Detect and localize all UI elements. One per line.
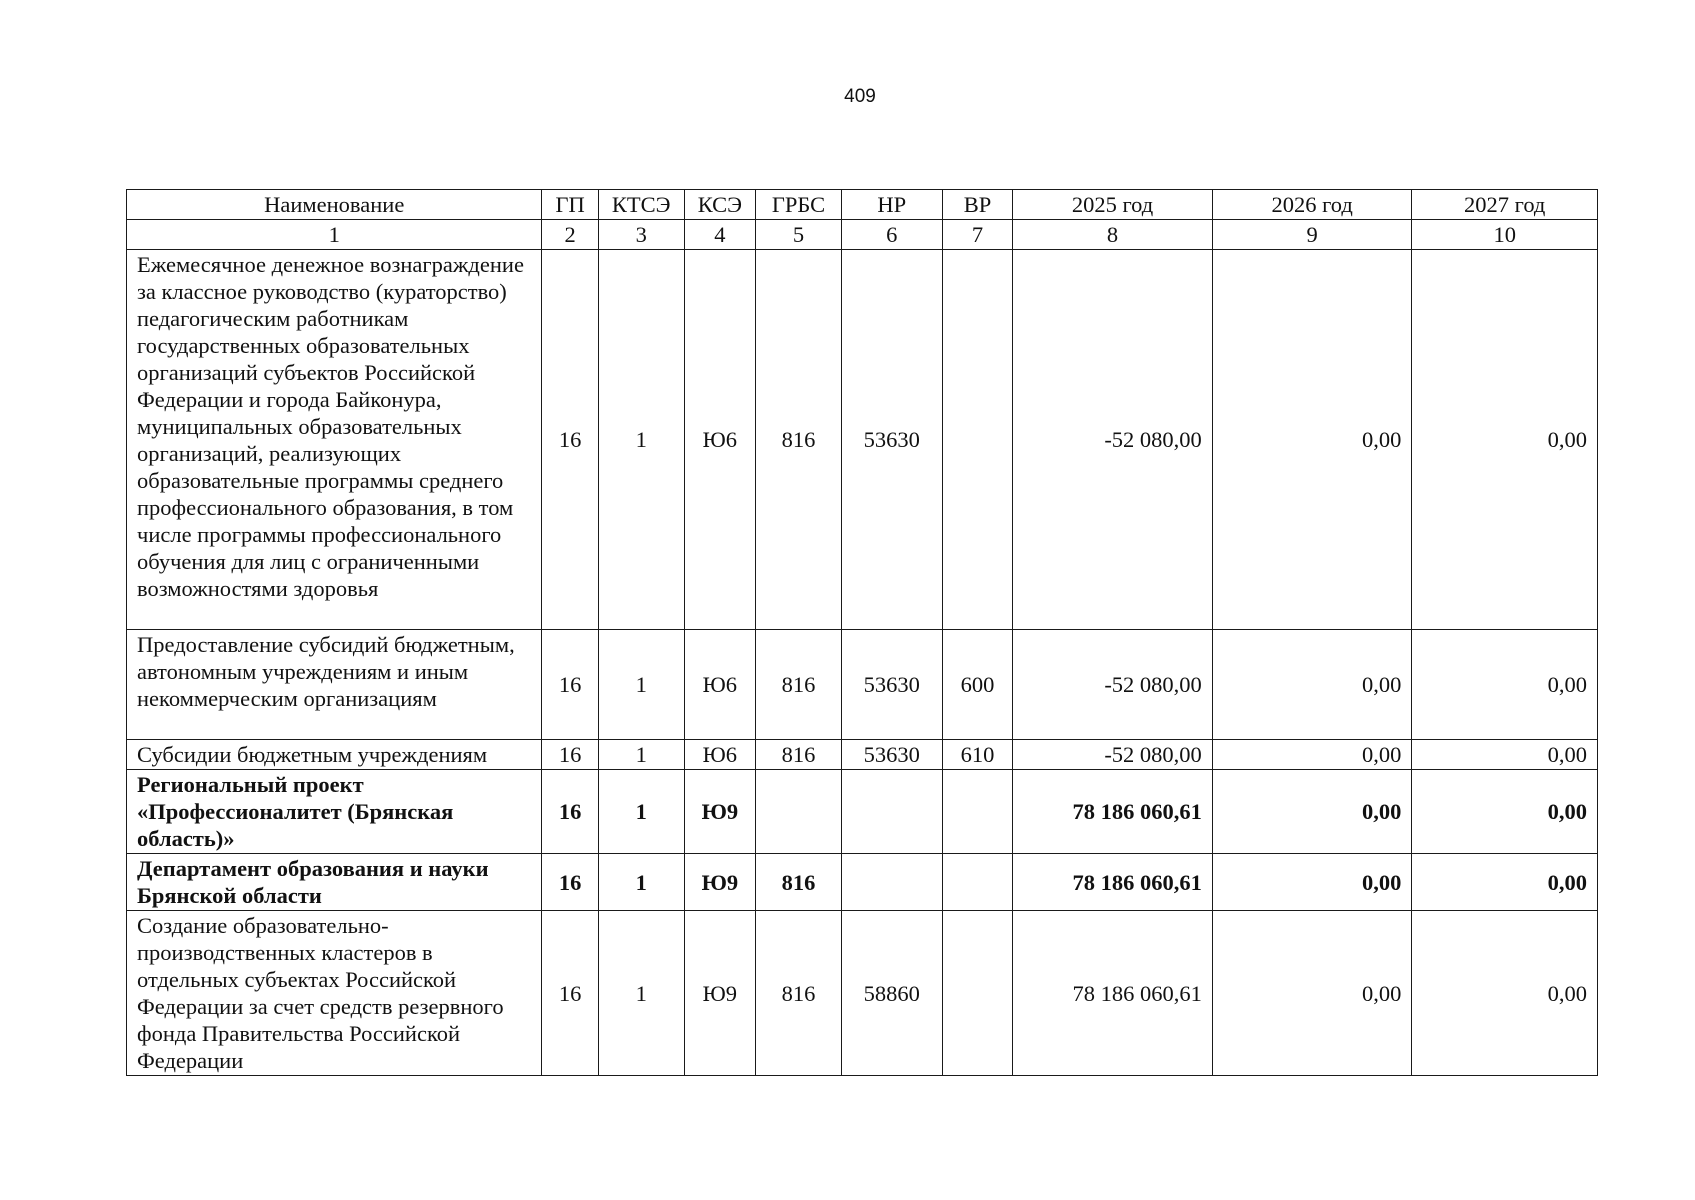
header-2027: 2027 год <box>1412 190 1598 220</box>
row-2025: 78 186 060,61 <box>1013 770 1213 854</box>
row-2027: 0,00 <box>1412 770 1598 854</box>
header-kse: КСЭ <box>684 190 756 220</box>
header-name: Наименование <box>127 190 542 220</box>
row-2025: -52 080,00 <box>1013 740 1213 770</box>
row-name: Субсидии бюджетным учреждениям <box>127 740 542 770</box>
table-row <box>127 250 1598 630</box>
row-kse: Ю9 <box>684 911 756 1076</box>
row-gp: 16 <box>542 770 598 854</box>
row-vr <box>942 911 1013 1076</box>
row-nr: 53630 <box>841 630 942 740</box>
row-grbs: 816 <box>756 854 842 911</box>
row-vr <box>942 854 1013 911</box>
row-name: Департамент образования и науки Брянской области <box>127 854 542 911</box>
header-grbs: ГРБС <box>756 190 842 220</box>
row-2027: 0,00 <box>1412 630 1598 740</box>
header-vr: ВР <box>942 190 1013 220</box>
row-gp: 16 <box>542 740 598 770</box>
row-ktse: 1 <box>598 250 684 630</box>
header-gp: ГП <box>542 190 598 220</box>
row-2026: 0,00 <box>1212 630 1412 740</box>
row-grbs <box>756 770 842 854</box>
row-ktse: 1 <box>598 630 684 740</box>
row-2026: 0,00 <box>1212 250 1412 630</box>
row-nr <box>841 854 942 911</box>
table-row <box>127 770 1598 854</box>
row-name: Создание образовательно-производственных кластеров в отдельных субъектах Российской Федерации за счет средств резервного фонда Правительства Российской Федерации <box>127 911 542 1076</box>
row-grbs: 816 <box>756 250 842 630</box>
row-grbs: 816 <box>756 740 842 770</box>
column-number: 8 <box>1013 220 1213 250</box>
budget-table <box>126 189 1598 1076</box>
row-kse: Ю6 <box>684 740 756 770</box>
row-2027: 0,00 <box>1412 911 1598 1076</box>
row-kse: Ю9 <box>684 770 756 854</box>
header-2025: 2025 год <box>1013 190 1213 220</box>
column-number: 3 <box>598 220 684 250</box>
row-name: Ежемесячное денежное вознаграждение за классное руководство (кураторство) педагогическим работникам государственных образовательных организаций субъектов Российской Федерации и города Байконура, муниципальных образовательных организаций, реализующих образовательные программы среднего профессионального образования, в том числе программы профессионального обучения для лиц с ограниченными возможностями здоровья <box>127 250 542 630</box>
column-number-row <box>127 220 1598 250</box>
row-gp: 16 <box>542 630 598 740</box>
column-number: 6 <box>841 220 942 250</box>
row-gp: 16 <box>542 854 598 911</box>
table-row <box>127 740 1598 770</box>
row-nr: 53630 <box>841 740 942 770</box>
row-name: Предоставление субсидий бюджетным, автономным учреждениям и иным некоммерческим организациям <box>127 630 542 740</box>
row-2026: 0,00 <box>1212 911 1412 1076</box>
header-nr: НР <box>841 190 942 220</box>
row-nr: 58860 <box>841 911 942 1076</box>
row-nr <box>841 770 942 854</box>
row-nr: 53630 <box>841 250 942 630</box>
column-number: 9 <box>1212 220 1412 250</box>
row-vr <box>942 250 1013 630</box>
row-ktse: 1 <box>598 740 684 770</box>
row-kse: Ю6 <box>684 630 756 740</box>
row-ktse: 1 <box>598 911 684 1076</box>
row-vr: 600 <box>942 630 1013 740</box>
row-2025: -52 080,00 <box>1013 250 1213 630</box>
column-number: 10 <box>1412 220 1598 250</box>
row-ktse: 1 <box>598 854 684 911</box>
page-number: 409 <box>844 86 876 107</box>
row-2026: 0,00 <box>1212 740 1412 770</box>
column-number: 7 <box>942 220 1013 250</box>
row-2025: 78 186 060,61 <box>1013 854 1213 911</box>
row-2026: 0,00 <box>1212 770 1412 854</box>
row-vr <box>942 770 1013 854</box>
row-2025: 78 186 060,61 <box>1013 911 1213 1076</box>
row-gp: 16 <box>542 250 598 630</box>
row-2025: -52 080,00 <box>1013 630 1213 740</box>
column-number: 4 <box>684 220 756 250</box>
row-2027: 0,00 <box>1412 740 1598 770</box>
row-2027: 0,00 <box>1412 250 1598 630</box>
table-row <box>127 630 1598 740</box>
row-name: Региональный проект «Профессионалитет (Брянская область)» <box>127 770 542 854</box>
header-2026: 2026 год <box>1212 190 1412 220</box>
column-number: 2 <box>542 220 598 250</box>
column-number: 1 <box>127 220 542 250</box>
row-grbs: 816 <box>756 911 842 1076</box>
table-row <box>127 854 1598 911</box>
row-gp: 16 <box>542 911 598 1076</box>
row-vr: 610 <box>942 740 1013 770</box>
header-row <box>127 190 1598 220</box>
table-row <box>127 911 1598 1076</box>
row-kse: Ю6 <box>684 250 756 630</box>
column-number: 5 <box>756 220 842 250</box>
row-2027: 0,00 <box>1412 854 1598 911</box>
row-grbs: 816 <box>756 630 842 740</box>
row-kse: Ю9 <box>684 854 756 911</box>
row-ktse: 1 <box>598 770 684 854</box>
table-body <box>127 250 1598 1076</box>
header-ktse: КТСЭ <box>598 190 684 220</box>
row-2026: 0,00 <box>1212 854 1412 911</box>
